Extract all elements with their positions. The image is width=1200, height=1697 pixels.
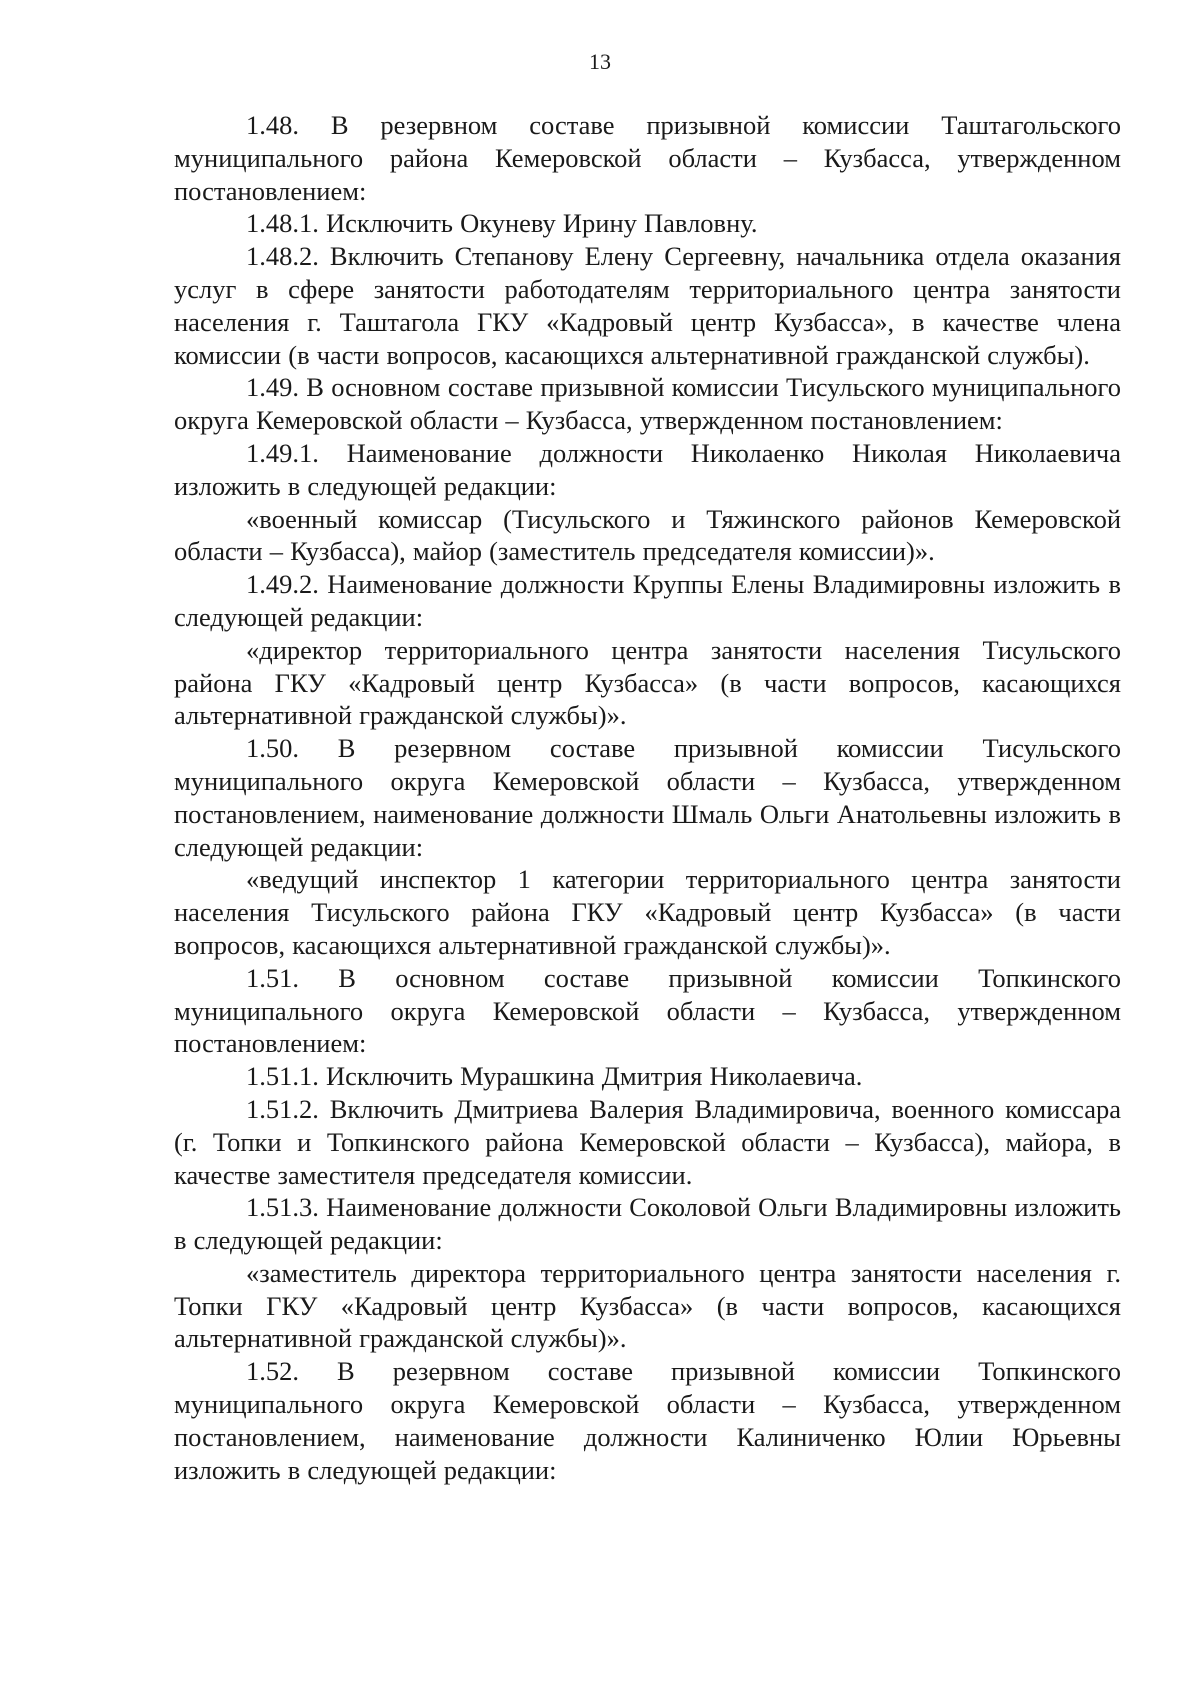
quote-1-49-1: «военный комиссар (Тисульского и Тяжинского районов Кемеровской области – Кузбасса), майор (заместитель председателя комиссии)». — [174, 503, 1121, 567]
paragraph-1-52: 1.52. В резервном составе призывной комиссии Топкинского муниципального округа Кемеровской области – Кузбасса, утвержденном постановлением, наименование должности Калиниченко Юлии Юрьевны изложить в следующей редакции: — [174, 1356, 1121, 1485]
paragraph-1-50: 1.50. В резервном составе призывной комиссии Тисульского муниципального округа Кемеровской области – Кузбасса, утвержденном постановлением, наименование должности Шмаль Ольги Анатольевны изложить в следующей редакции: — [174, 733, 1121, 862]
paragraph-1-48-1: 1.48.1. Исключить Окуневу Ирину Павловну. — [246, 208, 758, 239]
quote-1-51-3: «заместитель директора территориального центра занятости населения г. Топки ГКУ «Кадровый центр Кузбасса» (в части вопросов, касающихся альтернативной гражданской службы)». — [174, 1257, 1121, 1354]
quote-1-49-2: «директор территориального центра занятости населения Тисульского района ГКУ «Кадровый центр Кузбасса» (в части вопросов, касающихся альтернативной гражданской службы)». — [174, 634, 1121, 731]
paragraph-1-51-2: 1.51.2. Включить Дмитриева Валерия Владимировича, военного комиссара (г. Топки и Топкинского района Кемеровской области – Кузбасса), майора, в качестве заместителя председателя комиссии. — [174, 1093, 1121, 1190]
document-body — [174, 109, 1121, 1486]
paragraph-1-49: 1.49. В основном составе призывной комиссии Тисульского муниципального округа Кемеровской области – Кузбасса, утвержденном постановлением: — [174, 372, 1121, 436]
paragraph-1-48-2: 1.48.2. Включить Степанову Елену Сергеевну, начальника отдела оказания услуг в сфере занятости работодателям территориального центра занятости населения г. Таштагола ГКУ «Кадровый центр Кузбасса», в качестве члена комиссии (в части вопросов, касающихся альтернативной гражданской службы). — [174, 241, 1121, 370]
page-number: 13 — [589, 49, 611, 74]
paragraph-1-51-1: 1.51.1. Исключить Мурашкина Дмитрия Николаевича. — [246, 1061, 863, 1092]
paragraph-1-51: 1.51. В основном составе призывной комиссии Топкинского муниципального округа Кемеровской области – Кузбасса, утвержденном постановлением: — [174, 962, 1121, 1059]
quote-1-50: «ведущий инспектор 1 категории территориального центра занятости населения Тисульского района ГКУ «Кадровый центр Кузбасса» (в части вопросов, касающихся альтернативной гражданской службы)». — [174, 864, 1121, 960]
paragraph-1-49-2: 1.49.2. Наименование должности Круппы Елены Владимировны изложить в следующей редакции: — [174, 569, 1121, 632]
paragraph-1-51-3: 1.51.3. Наименование должности Соколовой Ольги Владимировны изложить в следующей редакции: — [174, 1192, 1121, 1256]
paragraph-1-49-1: 1.49.1. Наименование должности Николаенко Николая Николаевича изложить в следующей редакции: — [174, 437, 1121, 501]
paragraph-1-48: 1.48. В резервном составе призывной комиссии Таштагольского муниципального района Кемеровской области – Кузбасса, утвержденном постановлением: — [174, 110, 1121, 206]
